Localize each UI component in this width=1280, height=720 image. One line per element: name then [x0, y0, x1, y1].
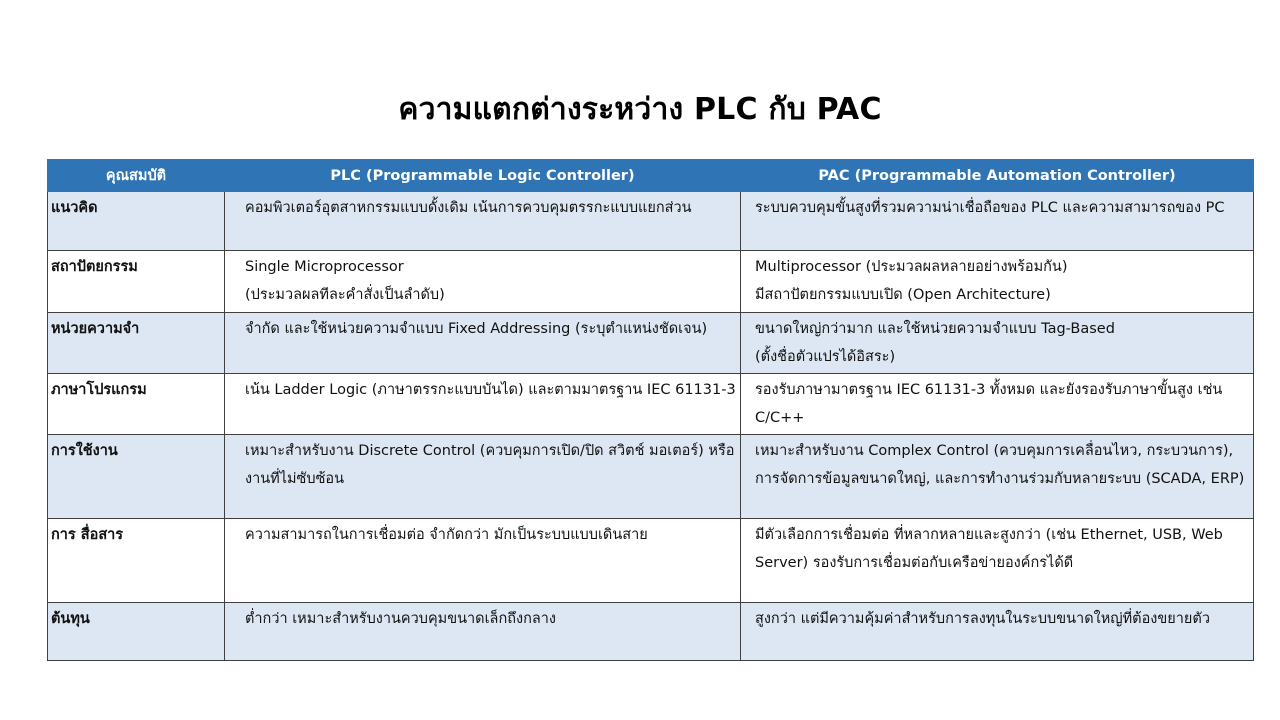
plc-text-line: Single Microprocessor [245, 258, 404, 275]
plc-text-line: งานที่ไม่ซับซ้อน [245, 470, 345, 487]
plc-text-line: เหมาะสำหรับงาน Discrete Control (ควบคุมการเปิด/ปิด สวิตช์ มอเตอร์) หรือ [245, 442, 735, 459]
plc-cell [225, 192, 741, 250]
pac-text-line: (ตั้งชื่อตัวแปรได้อิสระ) [755, 348, 896, 365]
pac-cell [741, 250, 1254, 312]
pac-cell [741, 192, 1254, 250]
pac-text-line: Multiprocessor (ประมวลผลหลายอย่างพร้อมกัน) [755, 258, 1068, 275]
pac-text-line: การจัดการข้อมูลขนาดใหญ่, และการทำงานร่วมกับหลายระบบ (SCADA, ERP) [755, 470, 1245, 487]
pac-text-line: มีสถาปัตยกรรมแบบเปิด (Open Architecture) [755, 286, 1051, 303]
pac-cell [741, 518, 1254, 602]
plc-text-line: (ประมวลผลทีละคำสั่งเป็นลำดับ) [245, 286, 445, 303]
pac-text-line: สูงกว่า แต่มีความคุ้มค่าสำหรับการลงทุนในระบบขนาดใหญ่ที่ต้องขยายตัว [755, 610, 1210, 627]
table-row [48, 434, 1254, 518]
slide-title: ความแตกต่างระหว่าง PLC กับ PAC [398, 92, 882, 127]
attribute-label: ภาษาโปรแกรม [51, 381, 147, 398]
comparison-table [47, 159, 1254, 661]
attribute-cell [48, 192, 225, 250]
attribute-label: แนวคิด [51, 200, 98, 216]
pac-cell [741, 434, 1254, 518]
pac-text-line: C/C++ [755, 409, 805, 426]
plc-cell [225, 434, 741, 518]
plc-cell [225, 312, 741, 373]
plc-text-line: ความสามารถในการเชื่อมต่อ จำกัดกว่า มักเป็นระบบแบบเดินสาย [245, 526, 648, 543]
plc-cell [225, 250, 741, 312]
table-row [48, 250, 1254, 312]
attribute-label: การใช้งาน [51, 442, 118, 459]
plc-text-line: จำกัด และใช้หน่วยความจำแบบ Fixed Addressing (ระบุตำแหน่งชัดเจน) [245, 320, 708, 337]
table-row [48, 312, 1254, 373]
header-plc: PLC (Programmable Logic Controller) [225, 159, 741, 192]
attribute-cell [48, 434, 225, 518]
plc-cell [225, 373, 741, 434]
attribute-label: สถาปัตยกรรม [51, 258, 138, 275]
attribute-label: การ สื่อสาร [51, 526, 124, 543]
plc-text-line: ต่ำกว่า เหมาะสำหรับงานควบคุมขนาดเล็กถึงกลาง [245, 610, 556, 627]
attribute-cell [48, 602, 225, 660]
header-attribute: คุณสมบัติ [48, 159, 225, 192]
plc-cell [225, 602, 741, 660]
table-row [48, 192, 1254, 250]
attribute-cell [48, 518, 225, 602]
pac-text-line: รองรับภาษามาตรฐาน IEC 61131-3 ทั้งหมด และยังรองรับภาษาขั้นสูง เช่น [755, 381, 1223, 398]
header-pac: PAC (Programmable Automation Controller) [741, 159, 1254, 192]
plc-text-line: คอมพิวเตอร์อุตสาหกรรมแบบดั้งเดิม เน้นการควบคุมตรรกะแบบแยกส่วน [245, 200, 692, 216]
table-row [48, 602, 1254, 660]
attribute-cell [48, 312, 225, 373]
table-row [48, 518, 1254, 602]
pac-text-line: Server) รองรับการเชื่อมต่อกับเครือข่ายองค์กรได้ดี [755, 554, 1074, 571]
pac-text-line: ขนาดใหญ่กว่ามาก และใช้หน่วยความจำแบบ Tag-Based [755, 320, 1115, 337]
table-row [48, 373, 1254, 434]
pac-cell [741, 373, 1254, 434]
attribute-label: ต้นทุน [51, 610, 90, 627]
attribute-cell [48, 373, 225, 434]
pac-text-line: เหมาะสำหรับงาน Complex Control (ควบคุมการเคลื่อนไหว, กระบวนการ), [755, 442, 1234, 459]
plc-text-line: เน้น Ladder Logic (ภาษาตรรกะแบบบันได) และตามมาตรฐาน IEC 61131-3 [245, 381, 736, 398]
pac-cell [741, 312, 1254, 373]
pac-cell [741, 602, 1254, 660]
attribute-cell [48, 250, 225, 312]
pac-text-line: ระบบควบคุมขั้นสูงที่รวมความน่าเชื่อถือของ PLC และความสามารถของ PC [755, 200, 1225, 216]
plc-cell [225, 518, 741, 602]
table-header-row [48, 159, 1254, 192]
pac-text-line: มีตัวเลือกการเชื่อมต่อ ที่หลากหลายและสูงกว่า (เช่น Ethernet, USB, Web [755, 526, 1223, 543]
attribute-label: หน่วยความจำ [51, 320, 140, 337]
